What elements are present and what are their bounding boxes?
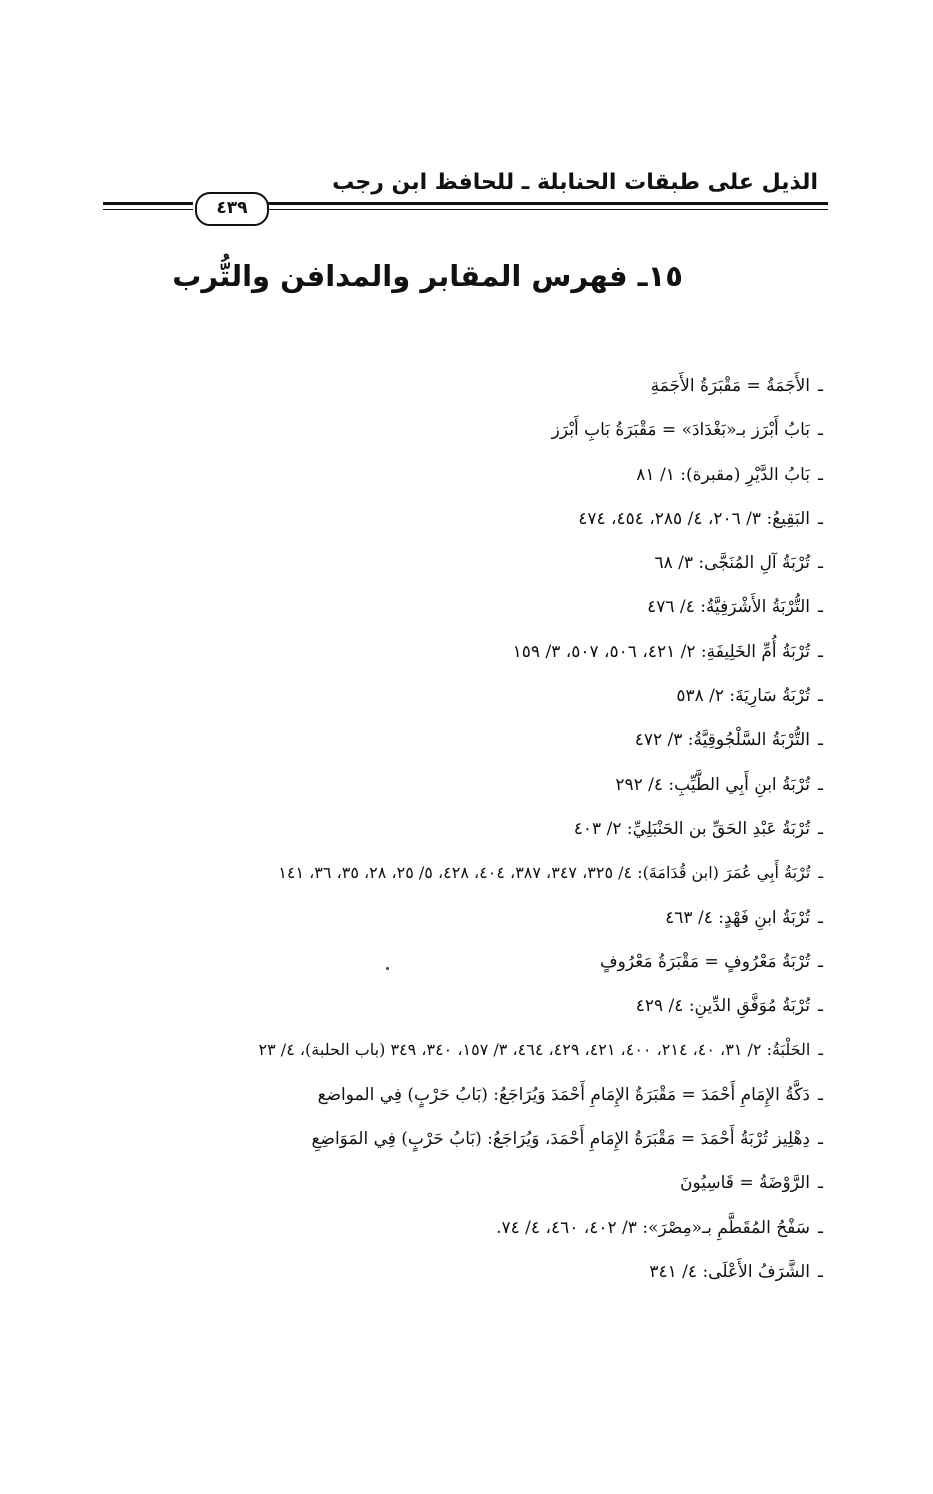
entry-dash: ـ xyxy=(818,376,823,396)
entry-dash: ـ xyxy=(818,730,823,751)
page-number-badge: ٤٣٩ xyxy=(195,192,269,226)
index-entry xyxy=(103,1250,823,1294)
index-entry xyxy=(103,896,823,940)
entry-text: الحَلْبَةُ: ٢/ ٣١، ٤٠، ٢١٤، ٤٠٠، ٤٢١، ٤٢٩، ٤٦٤، ٣/ ١٥٧، ٣٤٠، ٣٤٩ (باب الحلبة)، ٤/ ٢٣ xyxy=(258,1040,811,1060)
entry-text: تُرْبَةُ آلِ المُنَجَّى: ٣/ ٦٨ xyxy=(654,553,811,574)
entry-dash: ـ xyxy=(818,996,823,1017)
rule-line-left-thick xyxy=(103,202,193,205)
entry-dash: ـ xyxy=(818,508,823,529)
rule-line-left-thin xyxy=(103,209,193,210)
entry-text: تُرْبَةُ عَبْدِ الحَقِّ بن الحَنْبَلِيِّ: ٢/ ٤٠٣ xyxy=(573,818,811,839)
index-entry xyxy=(103,408,823,452)
entry-dash: ـ xyxy=(818,641,823,662)
entry-dash: ـ xyxy=(818,907,823,928)
index-entry xyxy=(103,807,823,851)
entry-dash: ـ xyxy=(818,420,823,441)
entry-dash: ـ xyxy=(818,863,823,883)
entry-dash: ـ xyxy=(818,464,823,485)
index-entry xyxy=(103,497,823,541)
index-entries xyxy=(103,364,823,1294)
entry-text: بَابُ الدَّيْرِ (مقبرة): ١/ ٨١ xyxy=(636,464,811,485)
index-entry xyxy=(103,1073,823,1117)
rule-line-right-thin xyxy=(268,209,828,210)
index-entry xyxy=(103,1117,823,1161)
entry-text: الأَجَمَةُ = مَقْبَرَةُ الأَجَمَةِ xyxy=(650,376,811,396)
index-entry xyxy=(103,674,823,718)
entry-dash: ـ xyxy=(818,1084,823,1105)
entry-text: تُرْبَةُ أَبِي عُمَرَ (ابن قُدَامَةَ): ٤/ ٣٢٥، ٣٤٧، ٣٨٧، ٤٠٤، ٤٢٨، ٥/ ٢٥، ٢٨، ٣٥، ٣٦، ١٤١ xyxy=(278,863,811,883)
index-entry xyxy=(103,718,823,762)
entry-text: دَكَّةُ الإِمَامِ أَحْمَدَ = مَقْبَرَةُ الإِمَامِ أَحْمَدَ وَيُرَاجَعُ: (بَابُ حَرْبٍ) فِي المواضع xyxy=(317,1084,811,1105)
entry-text: تُرْبَةُ سَارِيَةَ: ٢/ ٥٣٨ xyxy=(676,686,811,707)
entry-text: البَقِيعُ: ٣/ ٢٠٦، ٤/ ٢٨٥، ٤٥٤، ٤٧٤ xyxy=(578,508,811,529)
entry-dash: ـ xyxy=(818,597,823,618)
entry-text: تُرْبَةُ مُوَفَّقِ الدِّينِ: ٤/ ٤٢٩ xyxy=(635,996,811,1017)
entry-dash: ـ xyxy=(818,774,823,795)
index-entry xyxy=(103,763,823,807)
entry-text: التُّرْبَةُ الأَشْرَفِيَّةُ: ٤/ ٤٧٦ xyxy=(647,597,811,618)
rule-line-right-thick xyxy=(268,202,828,205)
entry-dash: ـ xyxy=(818,1129,823,1150)
running-header: الذيل على طبقات الحنابلة ـ للحافظ ابن رجب xyxy=(332,170,818,195)
section-title: ١٥ـ فهرس المقابر والمدافن والتُّرب xyxy=(172,259,683,293)
entry-dash: ـ xyxy=(818,1217,823,1238)
entry-dash: ـ xyxy=(818,1040,823,1060)
index-entry xyxy=(103,364,823,408)
entry-text: تُرْبَةُ ابنِ أَبِي الطَّيِّبِ: ٤/ ٢٩٢ xyxy=(615,774,811,795)
entry-text: سَفْحُ المُقَطَّمِ بـ«مِصْرَ»: ٣/ ٤٠٢، ٤٦٠، ٤/ ٧٤. xyxy=(496,1217,811,1238)
entry-text: الشَّرَفُ الأَعْلَى: ٤/ ٣٤١ xyxy=(649,1261,811,1282)
index-entry xyxy=(103,541,823,585)
entry-text: تُرْبَةُ مَعْرُوفٍ = مَقْبَرَةُ مَعْرُوفٍ xyxy=(600,951,811,972)
entry-dash: ـ xyxy=(818,1173,823,1194)
entry-text: الرَّوْضَةُ = قَاسِيُونَ xyxy=(679,1173,811,1194)
entry-text: بَابُ أَبْرَز بـ«بَغْدَادَ» = مَقْبَرَةُ بَابِ أَبْرَز xyxy=(551,420,811,441)
index-entry xyxy=(103,1161,823,1205)
entry-text: دِهْلِيز تُرْبَةُ أَحْمَدَ = مَقْبَرَةُ الإِمَامِ أَحْمَدَ، وَيُرَاجَعُ: (بَابُ حَرْبٍ) فِي المَوَاضِعِ xyxy=(311,1129,811,1150)
index-entry xyxy=(103,851,823,895)
index-entry xyxy=(103,984,823,1028)
entry-text: التُّرْبَةُ السَّلْجُوقِيَّةُ: ٣/ ٤٧٢ xyxy=(634,730,811,751)
index-entry xyxy=(103,1028,823,1072)
entry-dash: ـ xyxy=(818,1261,823,1282)
entry-text: تُرْبَةُ أُمِّ الخَلِيفَةِ: ٢/ ٤٢١، ٥٠٦، ٥٠٧، ٣/ ١٥٩ xyxy=(512,641,811,662)
index-entry xyxy=(103,585,823,629)
scan-speck xyxy=(386,967,389,970)
entry-dash: ـ xyxy=(818,818,823,839)
index-entry xyxy=(103,1206,823,1250)
entry-dash: ـ xyxy=(818,686,823,707)
entry-dash: ـ xyxy=(818,553,823,574)
index-entry xyxy=(103,453,823,497)
header-rule xyxy=(103,196,828,220)
entry-dash: ـ xyxy=(818,951,823,972)
index-entry xyxy=(103,630,823,674)
index-entry xyxy=(103,940,823,984)
entry-text: تُرْبَةُ ابنِ فَهْدٍ: ٤/ ٤٦٣ xyxy=(665,907,811,928)
